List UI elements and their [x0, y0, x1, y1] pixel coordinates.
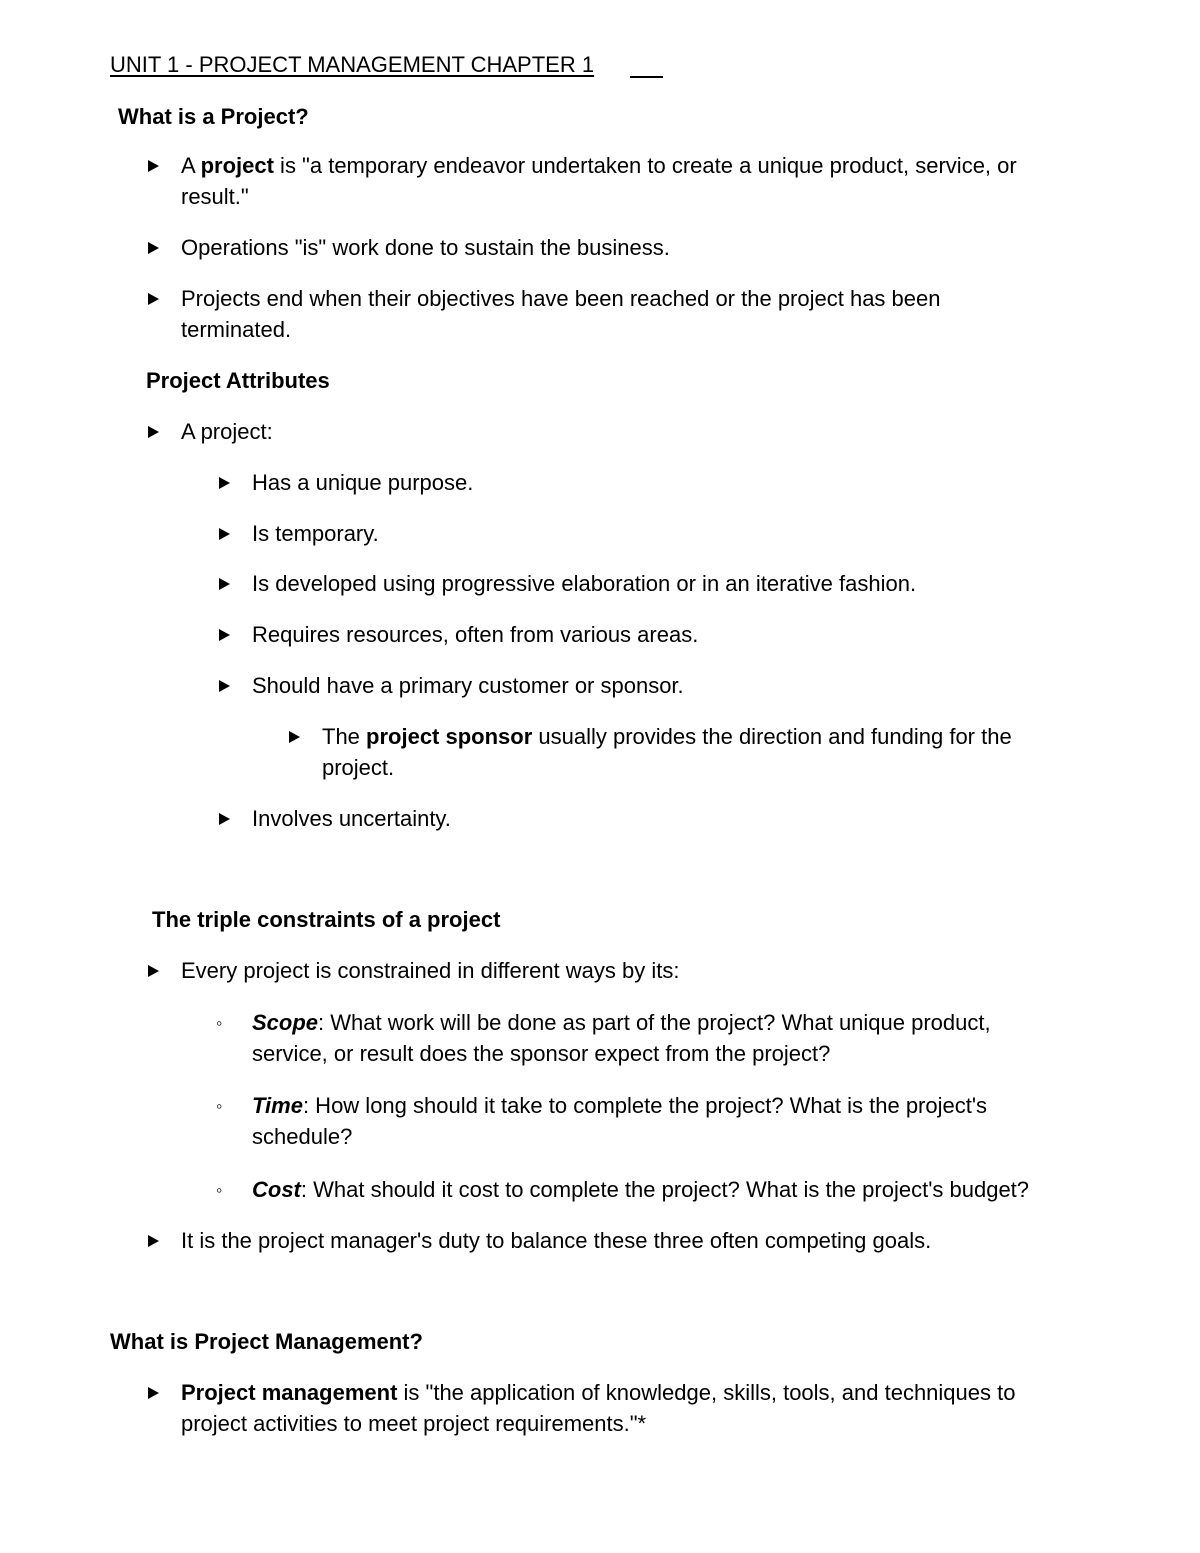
triangle-bullet-icon: [219, 578, 230, 590]
constraints-intro: Every project is constrained in different ways by its:: [181, 958, 680, 983]
triangle-bullet-icon: [219, 477, 230, 489]
triangle-bullet-icon: [148, 242, 159, 254]
attribute-item: Should have a primary customer or sponsor.: [252, 673, 684, 698]
circle-bullet-icon: ◦: [216, 1180, 223, 1200]
triangle-bullet-icon: [219, 629, 230, 641]
triangle-bullet-icon: [148, 965, 159, 977]
triangle-bullet-icon: [148, 426, 159, 438]
heading-triple-constraints: The triple constraints of a project: [152, 907, 501, 932]
attribute-item: Is temporary.: [252, 521, 379, 546]
triangle-bullet-icon: [148, 1387, 159, 1399]
attributes-intro: A project:: [181, 419, 273, 444]
circle-bullet-icon: ◦: [216, 1013, 223, 1033]
attribute-item: Requires resources, often from various areas.: [252, 622, 699, 647]
heading-what-is-project: What is a Project?: [118, 104, 309, 129]
operations-statement: Operations "is" work done to sustain the business.: [181, 235, 670, 260]
constraint-time: Time: How long should it take to complete the project? What is the project's schedule?: [252, 1093, 988, 1149]
constraint-scope: Scope: What work will be done as part of the project? What unique product, service, or result does the sponsor expect from the project?: [252, 1010, 991, 1066]
triangle-bullet-icon: [219, 680, 230, 692]
heading-project-attributes: Project Attributes: [146, 368, 330, 393]
constraints-closing: It is the project manager's duty to balance these three often competing goals.: [181, 1228, 932, 1253]
title-underline: [630, 76, 663, 78]
triangle-bullet-icon: [219, 813, 230, 825]
triangle-bullet-icon: [148, 1235, 159, 1247]
project-definition: A project is "a temporary endeavor undertaken to create a unique product, service, or result.": [181, 153, 1017, 209]
project-sponsor-note: The project sponsor usually provides the direction and funding for the project.: [322, 724, 1012, 780]
triangle-bullet-icon: [289, 731, 300, 743]
triangle-bullet-icon: [219, 528, 230, 540]
circle-bullet-icon: ◦: [216, 1096, 223, 1116]
document-title: UNIT 1 - PROJECT MANAGEMENT CHAPTER 1: [110, 52, 595, 77]
attribute-item: Has a unique purpose.: [252, 470, 474, 495]
projects-end-statement: Projects end when their objectives have been reached or the project has been terminated.: [181, 286, 941, 342]
triangle-bullet-icon: [148, 293, 159, 305]
attribute-item: Is developed using progressive elaboration or in an iterative fashion.: [252, 571, 917, 596]
attribute-item: Involves uncertainty.: [252, 806, 451, 831]
project-management-definition: Project management is "the application of knowledge, skills, tools, and techniques to project activities to meet project requirements."*: [181, 1380, 1016, 1436]
heading-what-is-project-management: What is Project Management?: [110, 1329, 423, 1354]
constraint-cost: Cost: What should it cost to complete the project? What is the project's budget?: [252, 1177, 1030, 1202]
triangle-bullet-icon: [148, 160, 159, 172]
